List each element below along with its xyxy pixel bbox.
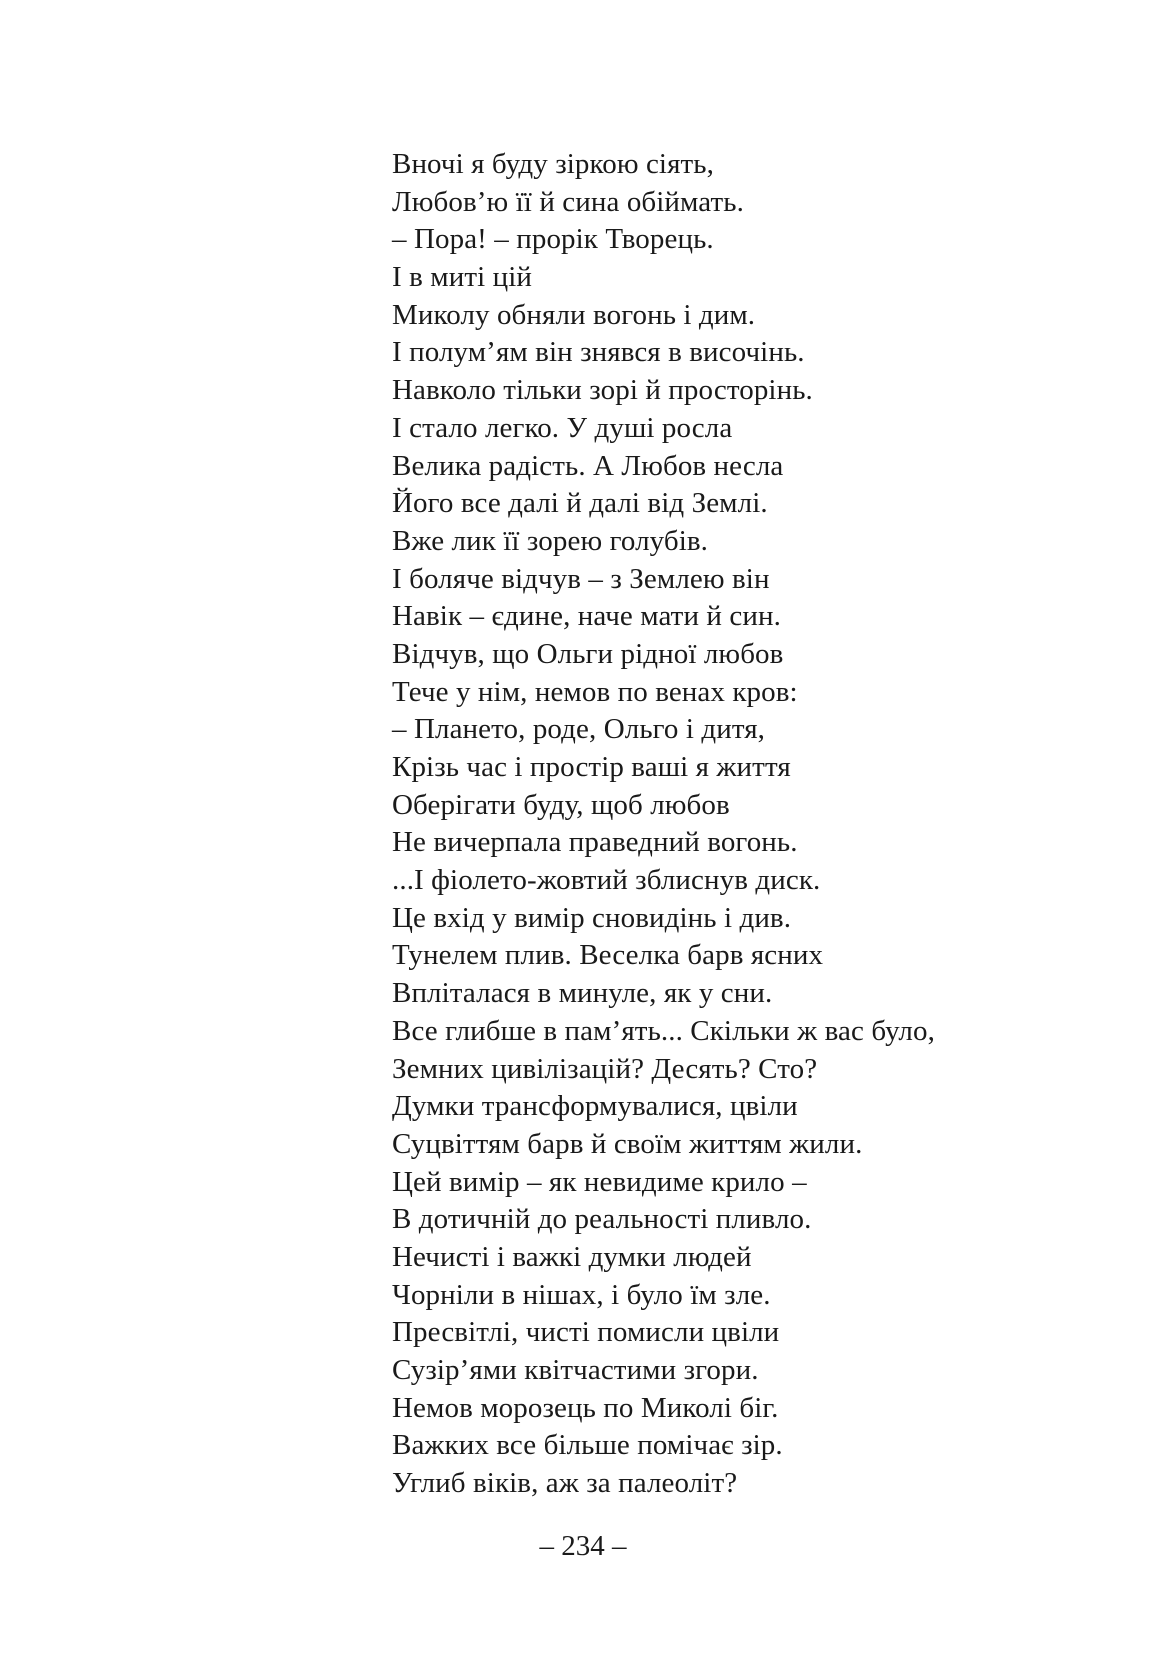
poem-line: Земних цивілізацій? Десять? Сто? <box>392 1052 818 1085</box>
poem-line: І стало легко. У душі росла <box>392 411 733 444</box>
poem-line: ...І фіолето-жовтий зблиснув диск. <box>392 864 821 897</box>
poem-line: Навік – єдине, наче мати й син. <box>392 600 781 633</box>
poem-line: Немов морозець по Миколі біг. <box>392 1391 779 1424</box>
poem-line: Тунелем плив. Веселка барв ясних <box>392 939 824 972</box>
poem-line: Не вичерпала праведний вогонь. <box>392 826 798 859</box>
poem-line: Миколу обняли вогонь і дим. <box>392 298 756 331</box>
poem-line: Навколо тільки зорі й просторінь. <box>392 374 813 407</box>
poem-line: Вплiталася в минуле, як у сни. <box>392 977 773 1010</box>
poem-line: Це вхід у вимір сновидінь і див. <box>392 901 792 934</box>
poem-line: Оберігати буду, щоб любов <box>392 788 730 821</box>
poem-line: Нечисті і важкі думки людей <box>392 1240 752 1273</box>
poem-line: Тече у нім, немов по венах кров: <box>392 675 798 708</box>
poem-line: Його все далі й далі від Землі. <box>392 487 768 520</box>
poem-line: Углиб віків, аж за палеоліт? <box>392 1467 738 1500</box>
poem-line: Цей вимір – як невидиме крило – <box>392 1165 807 1198</box>
poem-line: – Пора! – прорік Творець. <box>392 223 714 256</box>
poem-line: Все глибше в пам’ять... Скільки ж вас було, <box>392 1014 935 1047</box>
poem-line: В дотичній до реальності пливло. <box>392 1203 812 1236</box>
poem-line: І боляче відчув – з Землею він <box>392 562 770 595</box>
poem-text <box>392 146 935 1503</box>
poem-line: Думки трансформувалися, цвіли <box>392 1090 798 1123</box>
poem-line: Вже лик її зорею голубів. <box>392 524 709 557</box>
poem-line: Крізь час і простір ваші я життя <box>392 751 791 783</box>
poem-line: Любов’ю її й сина обіймать. <box>392 185 744 218</box>
poem-line: – Плането, роде, Ольго і дитя, <box>392 713 766 746</box>
poem-line: Суцвіттям барв й своїм життям жили. <box>392 1127 863 1160</box>
poem-line: Чорніли в нішах, і було їм зле. <box>392 1278 771 1311</box>
poem-line: Пресвітлі, чисті помисли цвіли <box>392 1316 780 1349</box>
poem-line: Важких все більше помічає зір. <box>392 1429 783 1462</box>
poem-line: І в миті цій <box>392 261 532 294</box>
poem-line: Сузір’ями квітчастими згори. <box>392 1354 759 1386</box>
poem-line: Вночі я буду зіркою сіять, <box>392 148 714 180</box>
poem-line: І полум’ям він знявся в височінь. <box>392 336 805 369</box>
page-number: – 234 – <box>539 1530 627 1562</box>
poem-line: Велика радість. А Любов несла <box>392 449 784 482</box>
poem-line: Відчув, що Ольги рідної любов <box>392 637 784 670</box>
